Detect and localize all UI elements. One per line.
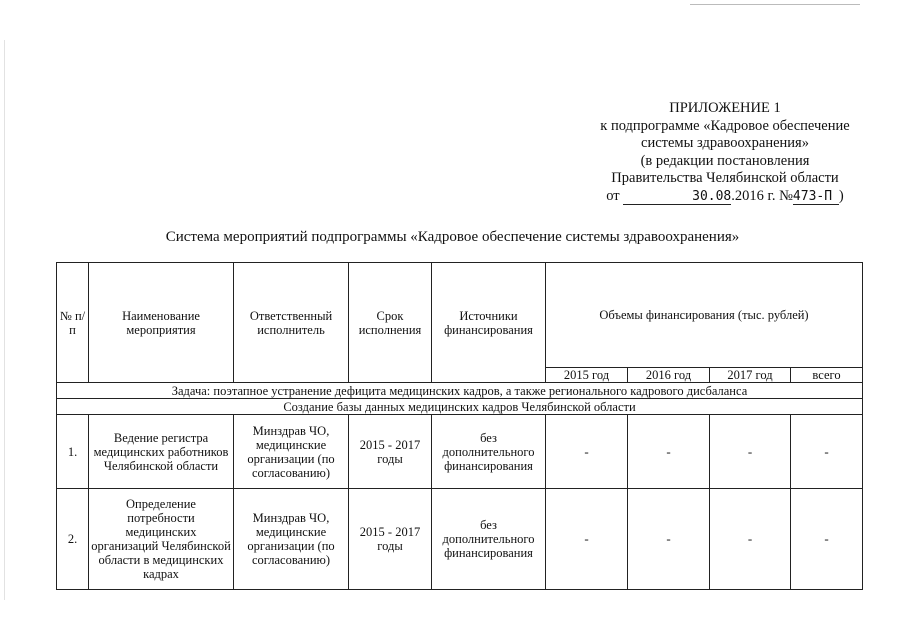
- row-name: Определение потребности медицинских организаций Челябинской области в медицинских кадрах: [89, 489, 234, 590]
- activities-table: [56, 262, 863, 590]
- date-suffix: .2016 г. №: [731, 187, 793, 204]
- document-title: Система мероприятий подпрограммы «Кадровое обеспечение системы здравоохранения»: [165, 229, 740, 245]
- task-cell: Задача: поэтапное устранение дефицита медицинских кадров, а также регионального кадрового дисбаланса: [57, 383, 863, 399]
- date-underline: [623, 189, 731, 205]
- header-year: 2017 год: [710, 368, 791, 383]
- header-total: всего: [791, 368, 863, 383]
- row-value-2016: -: [628, 489, 710, 590]
- header-term: Срок исполнения: [349, 263, 432, 383]
- appendix-line: к подпрограмме «Кадровое обеспечение: [600, 117, 850, 134]
- header-row: [57, 263, 863, 368]
- row-num: 2.: [57, 489, 89, 590]
- document-number: 473-П: [792, 188, 833, 204]
- number-underline: [793, 189, 839, 205]
- appendix-date-line: [560, 188, 890, 206]
- header-year: 2015 год: [546, 368, 628, 383]
- appendix-line: (в редакции постановления: [640, 152, 810, 169]
- table-row: [57, 415, 863, 489]
- date-value: 30.08: [692, 188, 732, 204]
- header-name: Наименование мероприятия: [89, 263, 234, 383]
- row-value-2015: -: [546, 415, 628, 489]
- appendix-block: [560, 100, 890, 206]
- row-name: Ведение регистра медицинских работников Челябинской области: [89, 415, 234, 489]
- date-prefix: от: [606, 187, 620, 204]
- appendix-line: системы здравоохранения»: [641, 135, 809, 152]
- row-source: без дополнительного финансирования: [432, 415, 546, 489]
- row-value-total: -: [791, 415, 863, 489]
- row-executor: Минздрав ЧО, медицинские организации (по согласованию): [234, 489, 349, 590]
- row-value-2017: -: [710, 415, 791, 489]
- row-num: 1.: [57, 415, 89, 489]
- table-row: [57, 489, 863, 590]
- task-row: [57, 383, 863, 399]
- row-term: 2015 - 2017 годы: [349, 489, 432, 590]
- header-year: 2016 год: [628, 368, 710, 383]
- row-value-2017: -: [710, 489, 791, 590]
- header-executor: Ответственный исполнитель: [234, 263, 349, 383]
- scan-artifact-line: [690, 4, 860, 5]
- row-value-total: -: [791, 489, 863, 590]
- row-source: без дополнительного финансирования: [432, 489, 546, 590]
- section-row: [57, 399, 863, 415]
- header-source: Источники финансирования: [432, 263, 546, 383]
- number-close: ): [838, 187, 844, 204]
- header-num: № п/п: [57, 263, 89, 383]
- row-value-2016: -: [628, 415, 710, 489]
- row-term: 2015 - 2017 годы: [349, 415, 432, 489]
- row-value-2015: -: [546, 489, 628, 590]
- appendix-title: ПРИЛОЖЕНИЕ 1: [669, 100, 781, 116]
- header-funding: Объемы финансирования (тыс. рублей): [546, 263, 863, 368]
- appendix-line: Правительства Челябинской области: [611, 170, 839, 187]
- row-executor: Минздрав ЧО, медицинские организации (по согласованию): [234, 415, 349, 489]
- section-cell: Создание базы данных медицинских кадров Челябинской области: [57, 399, 863, 415]
- scan-artifact-line: [4, 40, 5, 600]
